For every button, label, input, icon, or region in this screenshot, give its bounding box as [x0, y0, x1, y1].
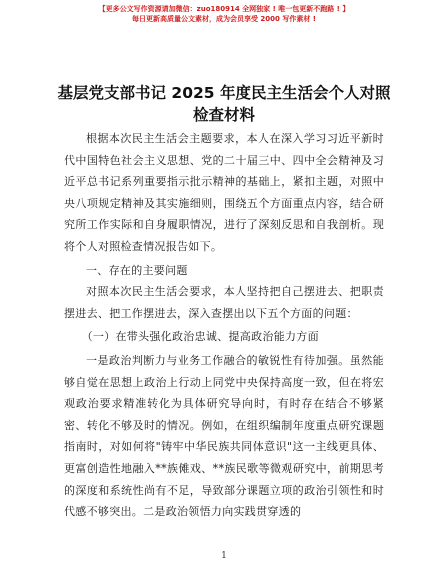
- section-intro-paragraph: 对照本次民主生活会要求，本人坚持把自己摆进去、把职责摆进去、把工作摆进去，深入查摆出以下五个方面的问题：: [64, 285, 384, 320]
- body-paragraph: 一是政治判断力与业务工作融合的敏锐性有待加强。虽然能够自觉在思想上政治上行动上同党中央保持高度一致，但在将宏观政治要求精准转化为具体研究导向时，有时存在结合不够紧密、转化不够及时的情况。例如，在组织编制年度重点研究课题指南时，对如何将"铸牢中华民族共同体意识"这一主线更具体、更富创造性地融入**族傩戏、**族民歌等微观研究中，前期思考的深度和系统性尚有不足，导致部分课题立项的政治引领性和时代感不够突出。二是政治领悟力向实践贯穿透的: [64, 353, 384, 519]
- intro-paragraph: 根据本次民主生活会主题要求，本人在深入学习习近平新时代中国特色社会主义思想、党的二十届三中、四中全会精神及习近平总书记系列重要指示批示精神的基础上，紧扣主题，对照中央八项规定精神及其实施细则，围绕五个方面重点内容，结合研究所工作实际和自身履职情况，进行了深刻反思和自我剖析。现将个人对照检查情况报告如下。: [64, 132, 384, 253]
- title-line1: 基层党支部书记 2025 年度民主生活会个人对照: [57, 84, 391, 102]
- page-number: 1: [221, 551, 227, 561]
- document-title: [40, 82, 408, 126]
- title-line2: 检查材料: [192, 106, 255, 124]
- subsection-heading: （一）在带头强化政治忠诚、提高政治能力方面: [81, 330, 319, 344]
- promo-banner-line2: 每日更新高质量公文素材，成为会员享受 2000 写作素材 !: [132, 15, 316, 23]
- promo-banner: [0, 4, 448, 24]
- document-body: [64, 128, 384, 523]
- promo-banner-line1: 【更多公文写作资源请加微信：zuo180914 全网独家 ! 唯一包更新不跑路 ! 】: [98, 5, 350, 13]
- section-heading: 一、存在的主要问题: [86, 263, 188, 277]
